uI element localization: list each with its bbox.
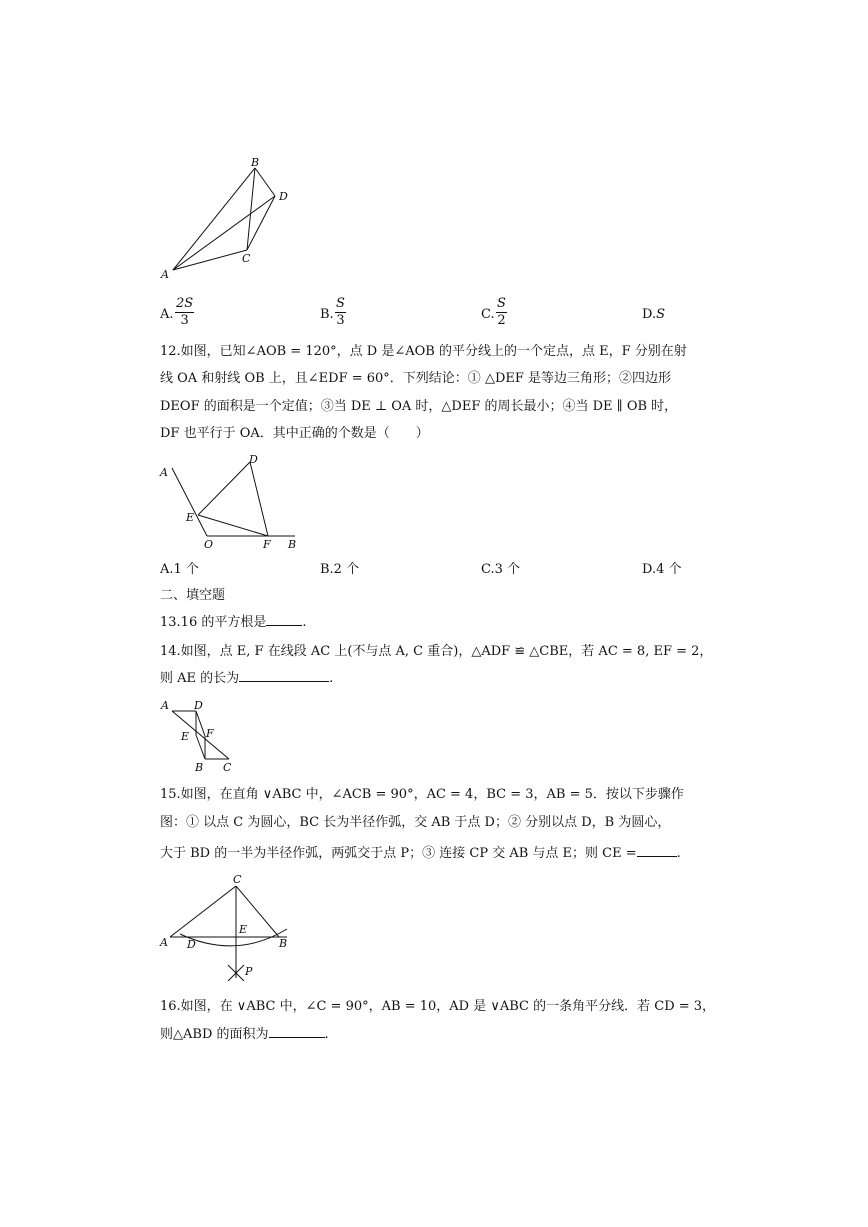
q12-option-c: C.3 个	[481, 562, 521, 577]
point-label-C: C	[233, 873, 242, 886]
q11-option-a-numerator: 2S	[176, 296, 194, 311]
point-label-A: A	[161, 699, 169, 712]
q16-line-1: 16.如图，在 ∨ABC 中，∠C = 90°，AB = 10，AD 是 ∨ABC 的一条角平分线．若 CD = 3，	[160, 999, 716, 1014]
q13-end: .	[302, 615, 307, 630]
q11-option-a-denominator: 3	[180, 313, 189, 328]
q16-end: .	[324, 1027, 329, 1042]
q14-line-2-text: 则 AE 的长为	[160, 671, 240, 686]
point-label-D: D	[187, 938, 196, 951]
point-label-D: D	[279, 190, 288, 203]
q12-option-a: A.1 个	[160, 562, 199, 577]
point-label-B: B	[288, 538, 297, 551]
point-label-A: A	[160, 466, 168, 479]
q11-option-b-denominator: 3	[336, 313, 345, 328]
point-label-B: B	[195, 761, 204, 774]
point-label-A: A	[161, 268, 169, 281]
q11-option-b-numerator: S	[336, 296, 345, 311]
q11-option-a-prefix: A.	[160, 307, 174, 322]
q12-line-4: DF 也平行于 OA．其中正确的个数是（ ）	[160, 426, 429, 441]
point-label-D: D	[194, 699, 203, 712]
point-label-F: F	[263, 538, 271, 551]
q12-option-b: B.2 个	[320, 562, 360, 577]
point-label-B: B	[279, 937, 288, 950]
q15-end: .	[676, 846, 681, 861]
q11-option-c-prefix: C.	[481, 307, 495, 322]
q15-line-1: 15.如图，在直角 ∨ABC 中，∠ACB = 90°，AC = 4，BC = 3，AB = 5．按以下步骤作	[160, 787, 684, 802]
q12-line-1: 12.如图，已知∠AOB = 120°，点 D 是∠AOB 的平分线上的一个定点，点 E，F 分别在射	[160, 344, 687, 359]
q11-option-b-prefix: B.	[320, 307, 334, 322]
section-heading: 二、填空题	[160, 588, 226, 603]
q12-line-2: 线 OA 和射线 OB 上，且∠EDF = 60°．下列结论：① △DEF 是等边三角形；②四边形	[160, 371, 672, 386]
q12-option-d: D.4 个	[642, 562, 682, 577]
q16-line-2-text: 则△ABD 的面积为	[160, 1027, 269, 1042]
point-label-C: C	[242, 252, 251, 265]
q15-line-3-text: 大于 BD 的一半为半径作弧，两弧交于点 P；③ 连接 CP 交 AB 与点 E；则 CE =	[160, 846, 637, 861]
q16-line-2	[160, 1026, 329, 1044]
q14-line-1: 14.如图，点 E, F 在线段 AC 上(不与点 A, C 重合)，△ADF ≌ △CBE，若 AC = 8, EF = 2，	[160, 644, 713, 659]
point-label-F: F	[206, 727, 214, 740]
q14-end: .	[329, 671, 334, 686]
q16-answer-blank[interactable]	[269, 1037, 325, 1038]
point-label-C: C	[223, 761, 232, 774]
point-label-E: E	[239, 923, 248, 936]
point-label-P: P	[245, 965, 253, 978]
point-label-E: E	[186, 511, 195, 524]
point-label-D: D	[249, 453, 258, 466]
q11-option-c-numerator: S	[497, 296, 506, 311]
point-label-E: E	[181, 730, 190, 743]
q11-option-d-text: S	[656, 307, 665, 322]
point-label-B: B	[251, 156, 260, 169]
q12-line-3: DEOF 的面积是一个定值；③当 DE ⊥ OA 时，△DEF 的周长最小；④当 DE ∥ OB 时，	[160, 399, 678, 414]
q13-text: 13.16 的平方根是	[160, 615, 267, 630]
point-label-A: A	[160, 936, 168, 949]
q11-option-c-denominator: 2	[497, 313, 506, 328]
q11-option-d-prefix: D.	[642, 307, 657, 322]
point-label-O: O	[204, 538, 214, 551]
segment-CA	[170, 886, 236, 937]
q15-line-2: 图：① 以点 C 为圆心，BC 长为半径作弧，交 AB 于点 D；② 分别以点 D，B 为圆心，	[160, 815, 671, 830]
